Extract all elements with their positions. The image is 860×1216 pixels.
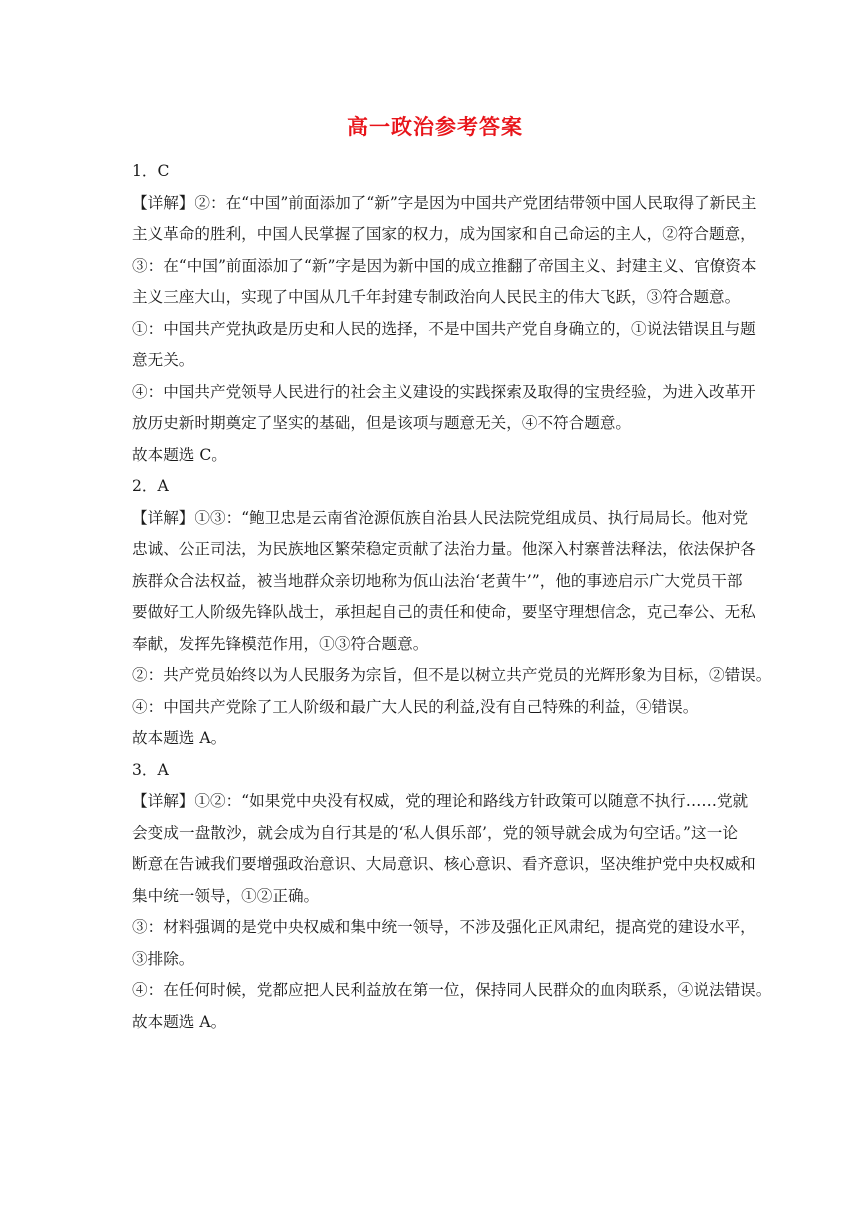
answer-number-3: 3．A: [132, 760, 169, 779]
explanation-line: ②：共产党员始终以为人民服务为宗旨，但不是以树立共产党员的光辉形象为目标，②错误。: [132, 666, 772, 684]
explanation-line: ④：在任何时候，党都应把人民利益放在第一位，保持同人民群众的血肉联系，④说法错误。: [132, 981, 772, 999]
explanation-line: ④：中国共产党领导人民进行的社会主义建设的实践探索及取得的宝贵经验，为进入改革开: [132, 382, 756, 401]
explanation-line: ④：中国共产党除了工人阶级和最广大人民的利益,没有自己特殊的利益，④错误。: [132, 697, 699, 716]
explanation-line: 主义三座大山，实现了中国从几千年封建专制政治向人民民主的伟大飞跃，③符合题意。: [132, 288, 741, 306]
answer-conclusion: 故本题选 A。: [132, 1012, 227, 1031]
explanation-line: 忠诚、公正司法，为民族地区繁荣稳定贡献了法治力量。他深入村寨普法释法，依法保护各: [132, 540, 756, 558]
explanation-line: 意无关。: [132, 351, 195, 369]
explanation-line: 【详解】②：在“中国”前面添加了“新”字是因为中国共产党团结带领中国人民取得了新民主: [132, 193, 757, 212]
explanation-line: 主义革命的胜利，中国人民掌握了国家的权力，成为国家和自己命运的主人，②符合题意，: [132, 225, 756, 243]
explanation-line: 要做好工人阶级先锋队战士，承担起自己的责任和使命，要坚守理想信念，克己奉公、无私: [132, 603, 756, 621]
explanation-line: 奉献，发挥先锋模范作用，①③符合题意。: [132, 634, 429, 653]
answer-document: [132, 112, 772, 1038]
document-title: 高一政治参考答案: [347, 114, 523, 139]
explanation-line: 族群众合法权益，被当地群众亲切地称为佤山法治‘老黄牛’”，他的事迹启示广大党员干部: [132, 571, 743, 590]
explanation-line: 放历史新时期奠定了坚实的基础，但是该项与题意无关，④不符合题意。: [132, 414, 632, 432]
explanation-line: ③排除。: [132, 949, 195, 968]
explanation-line: 【详解】①②：“如果党中央没有权威，党的理论和路线方针政策可以随意不执行……党就: [132, 792, 749, 810]
explanation-line: 断意在告诫我们要增强政治意识、大局意识、核心意识、看齐意识，坚决维护党中央权威和: [132, 855, 756, 873]
answer-conclusion: 故本题选 C。: [132, 445, 227, 464]
answer-number-1: 1．C: [132, 162, 170, 180]
explanation-line: ③：在“中国”前面添加了“新”字是因为新中国的成立推翻了帝国主义、封建主义、官僚资本: [132, 256, 757, 275]
explanation-line: 会变成一盘散沙，就会成为自行其是的‘私人俱乐部’，党的领导就会成为句空话。”这一论: [132, 823, 738, 842]
explanation-line: 集中统一领导，①②正确。: [132, 886, 320, 905]
answer-conclusion: 故本题选 A。: [132, 729, 227, 747]
explanation-line: ①：中国共产党执政是历史和人民的选择，不是中国共产党自身确立的，①说法错误且与题: [132, 319, 756, 338]
explanation-line: 【详解】①③：“鲍卫忠是云南省沧源佤族自治县人民法院党组成员、执行局局长。他对党: [132, 508, 749, 527]
answer-number-2: 2．A: [132, 477, 169, 495]
explanation-line: ③：材料强调的是党中央权威和集中统一领导，不涉及强化正风肃纪，提高党的建设水平，: [132, 918, 756, 936]
